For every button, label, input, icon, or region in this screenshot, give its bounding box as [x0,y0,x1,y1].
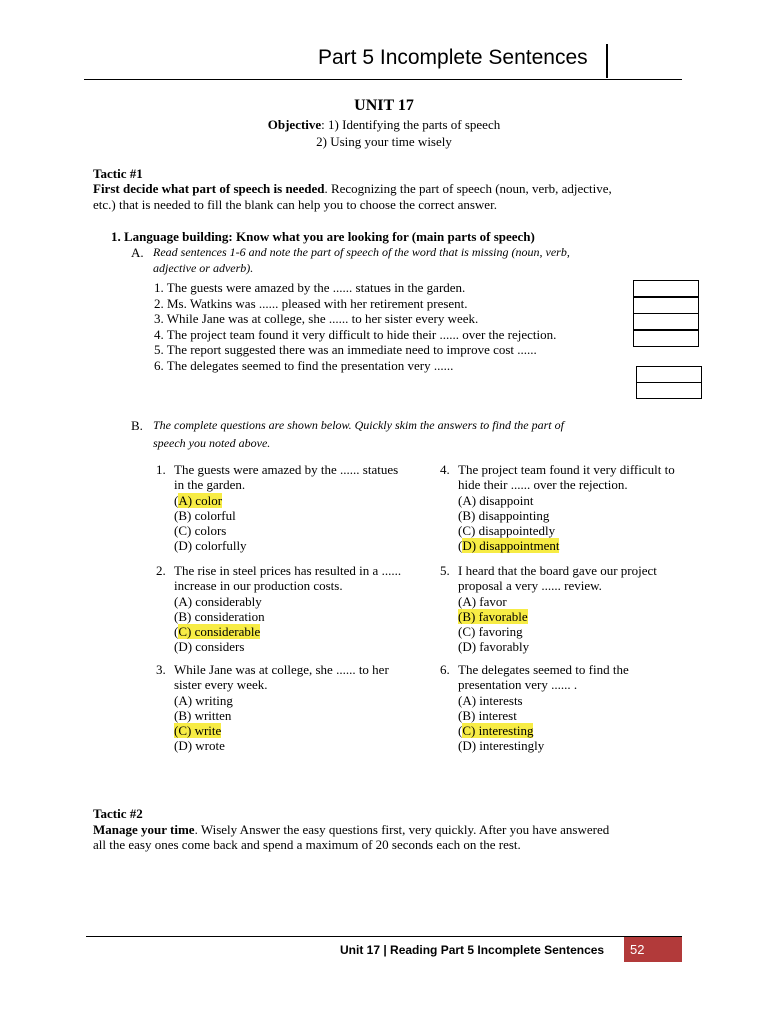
answer-option[interactable]: (B) colorful [174,507,236,523]
answer-option[interactable]: (A) favor [458,593,507,609]
part-b-instruction-2: speech you noted above. [153,436,271,450]
question-stem: hide their ...... over the rejection. [458,477,628,493]
sentence-item: 5. The report suggested there was an immediate need to improve cost ...... [154,342,537,358]
tactic2-line-1 [93,822,609,837]
page-header-title: Part 5 Incomplete Sentences [318,46,588,69]
question-stem: The project team found it very difficult to [458,462,675,477]
sentence-item: 3. While Jane was at college, she ...... to her sister every week. [154,311,479,327]
answer-option[interactable]: (D) disappointment [458,538,560,554]
objective-line-1 [0,117,768,132]
tactic1-title: Tactic #1 [93,166,143,181]
question-number: 5. [440,563,450,578]
question-number: 2. [156,563,166,578]
section-heading: 1. Language building: Know what you are looking for (main parts of speech) [111,229,535,244]
part-a-label: A. [131,245,144,260]
tactic2-lead: Manage your time [93,822,195,837]
answer-box-5[interactable] [636,366,702,383]
sentence-item: 4. The project team found it very difficult to hide their ...... over the rejection. [154,326,557,342]
objective-line-2: 2) Using your time wisely [316,134,452,149]
question-stem: The guests were amazed by the ...... statues [174,462,399,477]
tactic1-line-2: etc.) that is needed to fill the blank can help you to choose the correct answer. [93,197,497,212]
answer-box-1[interactable] [633,280,699,297]
tactic2-text-1: . Wisely Answer the easy questions first, very quickly. After you have answered [194,822,610,837]
answer-option[interactable]: (C) colors [174,523,227,539]
question-stem: presentation very ...... . [458,677,578,693]
answer-option[interactable]: (B) written [174,707,232,723]
question-stem: The rise in steel prices has resulted in a ...... [174,563,402,578]
answer-option[interactable]: (C) considerable [174,624,261,640]
objective-text-1: : 1) Identifying the parts of speech [321,117,501,132]
tactic1-text-1: . Recognizing the part of speech (noun, verb, adjective, [324,181,612,196]
answer-box-4[interactable] [633,330,699,347]
answer-box-2[interactable] [633,297,699,314]
part-b-label: B. [131,418,143,433]
answer-option[interactable]: (A) color [174,492,223,508]
footer-rule [86,936,682,937]
question-stem: The delegates seemed to find the [458,662,629,677]
answer-option[interactable]: (D) colorfully [174,538,247,554]
question-number: 4. [440,462,450,477]
question-number: 6. [440,662,450,677]
answer-option[interactable]: (C) disappointedly [458,523,556,539]
sentence-item: 2. Ms. Watkins was ...... pleased with her retirement present. [154,295,468,311]
objective-label: Objective [267,117,322,132]
answer-option[interactable]: (B) consideration [174,608,265,624]
answer-option[interactable]: (D) considers [174,639,245,655]
tactic2-line-2: all the easy ones come back and spend a maximum of 20 seconds each on the rest. [93,837,521,852]
question-stem: I heard that the board gave our project [458,563,657,578]
answer-option[interactable] [174,723,389,738]
correct-highlight: D) disappointment [462,538,560,554]
correct-highlight: A) color [178,492,223,508]
answer-option[interactable]: (C) favoring [458,624,523,640]
answer-option[interactable]: (D) interestingly [458,738,545,754]
sentence-item: 1. The guests were amazed by the ...... statues in the garden. [154,280,466,295]
answer-option[interactable]: (A) disappoint [458,492,534,508]
footer-text: Unit 17 | Reading Part 5 Incomplete Sentences [340,943,605,957]
answer-option[interactable] [458,609,657,624]
header-rule [84,79,682,80]
answer-box-6[interactable] [636,382,702,399]
tactic1-lead: First decide what part of speech is needed [93,181,325,196]
part-b-instruction-1: The complete questions are shown below. Quickly skim the answers to find the part of [153,418,564,432]
answer-option[interactable]: (A) interests [458,692,523,708]
correct-highlight: (B) favorable [458,608,528,624]
answer-option[interactable]: (D) favorably [458,639,530,655]
question-stem: proposal a very ...... review. [458,578,602,594]
header-bar [606,44,608,78]
question-stem: in the garden. [174,477,246,493]
part-a-instruction-1: Read sentences 1-6 and note the part of speech of the word that is missing (noun, verb, [153,245,570,259]
answer-option[interactable]: (A) considerably [174,593,262,609]
question-number: 3. [156,662,166,677]
unit-title: UNIT 17 [354,97,414,114]
correct-highlight: C) considerable [178,624,261,640]
answer-box-3[interactable] [633,313,699,330]
answer-option[interactable]: (C) interesting [458,723,534,739]
question-number: 1. [156,462,166,477]
answer-option[interactable]: (D) wrote [174,738,225,754]
part-a-instruction-2: adjective or adverb). [153,261,254,275]
answer-option[interactable]: (B) interest [458,707,517,723]
page-number: 52 [624,937,682,962]
correct-highlight: C) interesting [462,723,534,739]
answer-option[interactable]: (B) disappointing [458,507,550,523]
tactic1-line-1 [93,181,612,196]
sentence-list [154,280,556,374]
question-stem: sister every week. [174,677,268,693]
tactic2-title: Tactic #2 [93,806,143,821]
answer-option[interactable]: (A) writing [174,692,233,708]
sentence-item: 6. The delegates seemed to find the presentation very ...... [154,357,454,373]
question-stem: While Jane was at college, she ...... to her [174,662,389,677]
correct-highlight: (C) write [174,723,222,739]
question-stem: increase in our production costs. [174,578,343,594]
